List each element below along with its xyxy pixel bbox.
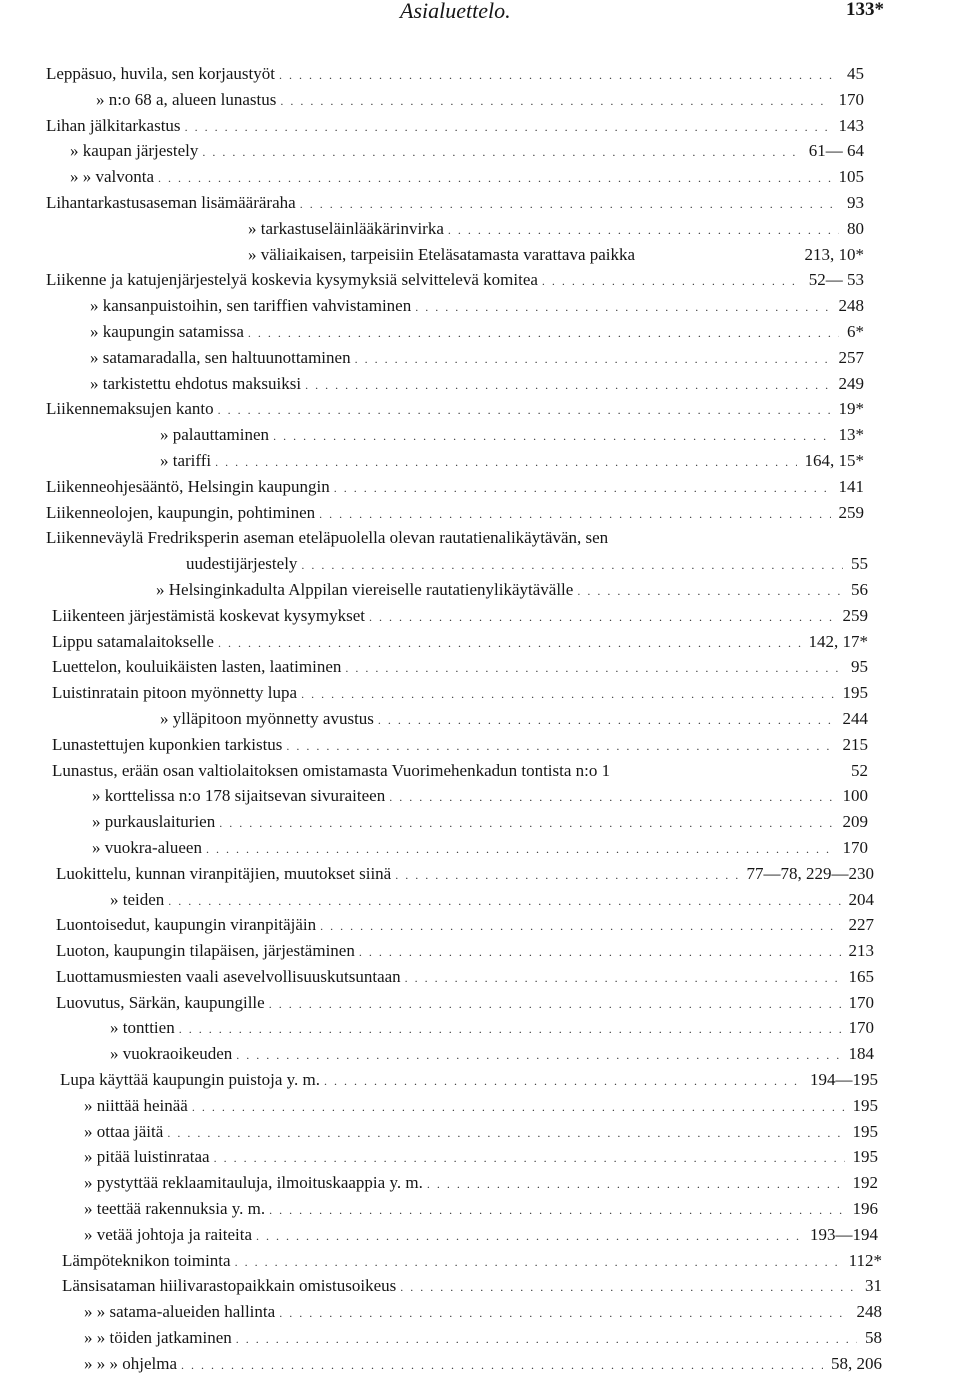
index-entry bbox=[0, 345, 960, 371]
index-entry bbox=[0, 525, 960, 551]
index-entry-page: 213, 10* bbox=[804, 244, 864, 264]
dot-leader bbox=[215, 450, 796, 476]
index-entry-page: 165 bbox=[848, 966, 874, 986]
index-entry bbox=[0, 267, 960, 293]
dot-leader bbox=[355, 347, 831, 373]
index-entry-text: Liikenne ja katujenjärjestelyä koskevia kysymyksiä selvittelevä komitea bbox=[46, 270, 538, 290]
index-entry bbox=[0, 809, 960, 835]
index-entry-list bbox=[0, 61, 960, 1377]
dot-leader bbox=[279, 63, 839, 89]
index-entry bbox=[0, 138, 960, 164]
index-entry-page: 215 bbox=[842, 734, 868, 754]
index-entry-text: Liikennemaksujen kanto bbox=[46, 399, 214, 419]
index-entry-text: Lunastettujen kuponkien tarkistus bbox=[52, 734, 283, 754]
index-entry bbox=[0, 577, 960, 603]
index-entry-page: 209 bbox=[842, 812, 868, 832]
index-entry-text: Lämpöteknikon toiminta bbox=[62, 1250, 231, 1270]
index-entry-page: 105 bbox=[838, 167, 864, 187]
dot-leader bbox=[158, 166, 830, 192]
index-entry bbox=[0, 242, 960, 268]
index-entry bbox=[0, 1015, 960, 1041]
index-entry-page: 80 bbox=[847, 218, 864, 238]
dot-leader bbox=[168, 889, 840, 915]
index-entry-text: Liikenneohjesääntö, Helsingin kaupungin bbox=[46, 476, 330, 496]
index-entry bbox=[0, 1041, 960, 1067]
dot-leader bbox=[218, 631, 801, 657]
dot-leader bbox=[192, 1095, 845, 1121]
index-entry-page: 193—194 bbox=[810, 1224, 878, 1244]
index-entry-page: 170 bbox=[842, 837, 868, 857]
index-entry-page: 13* bbox=[838, 425, 864, 445]
index-entry bbox=[0, 551, 960, 577]
index-entry bbox=[0, 835, 960, 861]
index-entry bbox=[0, 680, 960, 706]
dot-leader bbox=[427, 1172, 845, 1198]
dot-leader bbox=[269, 1198, 844, 1224]
index-entry bbox=[0, 603, 960, 629]
dot-leader bbox=[248, 321, 839, 347]
index-entry bbox=[0, 887, 960, 913]
index-entry-text: » tarkastuseläinlääkärinvirka bbox=[248, 218, 444, 238]
dot-leader bbox=[279, 1301, 848, 1327]
page-title: Asialuettelo. bbox=[400, 0, 511, 23]
index-entry-text: » tariffi bbox=[160, 450, 212, 470]
index-entry bbox=[0, 396, 960, 422]
index-entry-text: » pystyttää reklaamitauluja, ilmoituskaappia y. m. bbox=[84, 1173, 423, 1193]
index-entry bbox=[0, 216, 960, 242]
index-entry-text: Länsisataman hiilivarastopaikkain omistusoikeus bbox=[62, 1276, 397, 1296]
index-entry-page: 58 bbox=[865, 1328, 882, 1348]
index-entry bbox=[0, 732, 960, 758]
index-entry bbox=[0, 371, 960, 397]
dot-leader bbox=[167, 1121, 844, 1147]
dot-leader bbox=[369, 605, 834, 631]
dot-leader bbox=[301, 553, 843, 579]
index-entry bbox=[0, 1222, 960, 1248]
index-entry-page: 112* bbox=[848, 1250, 882, 1270]
index-entry-text: » ottaa jäitä bbox=[84, 1121, 164, 1141]
dot-leader bbox=[542, 269, 801, 295]
index-entry bbox=[0, 448, 960, 474]
index-entry-page: 244 bbox=[842, 708, 868, 728]
dot-leader bbox=[273, 424, 830, 450]
dot-leader bbox=[219, 811, 834, 837]
index-entry-page: 170 bbox=[848, 992, 874, 1012]
index-entry-page: 259 bbox=[838, 502, 864, 522]
dot-leader bbox=[345, 656, 843, 682]
index-entry-page: 100 bbox=[842, 786, 868, 806]
index-entry-text: » kaupungin satamissa bbox=[90, 321, 244, 341]
index-entry-text: » palauttaminen bbox=[160, 425, 270, 445]
index-entry-page: 56 bbox=[851, 579, 868, 599]
index-entry bbox=[0, 758, 960, 784]
index-entry-text: » n:o 68 a, alueen lunastus bbox=[96, 89, 277, 109]
index-entry-text: » tarkistettu ehdotus maksuiksi bbox=[90, 373, 302, 393]
index-entry-page: 31 bbox=[865, 1276, 882, 1296]
index-entry bbox=[0, 964, 960, 990]
index-entry bbox=[0, 706, 960, 732]
index-entry bbox=[0, 1273, 960, 1299]
dot-leader bbox=[320, 914, 840, 940]
index-entry bbox=[0, 293, 960, 319]
index-entry bbox=[0, 500, 960, 526]
index-entry-text: Luettelon, kouluikäisten lasten, laatiminen bbox=[52, 657, 342, 677]
index-entry bbox=[0, 1196, 960, 1222]
index-entry-page: 19* bbox=[838, 399, 864, 419]
index-entry-page: 61— 64 bbox=[808, 141, 864, 161]
page-header bbox=[0, 0, 960, 24]
index-entry-page: 259 bbox=[842, 605, 868, 625]
index-entry-text: » Helsinginkadulta Alppilan viereiselle rautatienylikäytävälle bbox=[156, 579, 574, 599]
dot-leader bbox=[206, 837, 835, 863]
index-entry-page: 141 bbox=[838, 476, 864, 496]
index-entry-page: 170 bbox=[838, 89, 864, 109]
index-entry bbox=[0, 783, 960, 809]
index-entry-page: 213 bbox=[848, 941, 874, 961]
dot-leader bbox=[179, 1017, 841, 1043]
index-entry-text: » ylläpitoon myönnetty avustus bbox=[160, 708, 374, 728]
index-entry-text: Luottamusmiesten vaali asevelvollisuuskutsuntaan bbox=[56, 966, 401, 986]
index-entry-text: » purkauslaiturien bbox=[92, 812, 216, 832]
index-entry bbox=[0, 87, 960, 113]
index-entry-page: 93 bbox=[847, 192, 864, 212]
index-entry bbox=[0, 1299, 960, 1325]
index-entry-page: 184 bbox=[848, 1044, 874, 1064]
dot-leader bbox=[269, 992, 841, 1018]
index-entry-page: 249 bbox=[838, 373, 864, 393]
index-entry-text: » » valvonta bbox=[70, 167, 155, 187]
dot-leader bbox=[415, 295, 830, 321]
index-entry-page: 164, 15* bbox=[804, 450, 864, 470]
index-entry bbox=[0, 61, 960, 87]
index-entry bbox=[0, 654, 960, 680]
index-entry-text: Lihantarkastusaseman lisämääräraha bbox=[46, 192, 296, 212]
index-entry-text: uudestijärjestely bbox=[186, 554, 298, 574]
dot-leader bbox=[286, 734, 834, 760]
index-entry bbox=[0, 1248, 960, 1274]
index-entry bbox=[0, 1170, 960, 1196]
index-entry-text: » teiden bbox=[110, 889, 165, 909]
index-entry-page: 195 bbox=[852, 1147, 878, 1167]
index-entry-text: » vuokra-alueen bbox=[92, 837, 202, 857]
index-entry-text: Luokittelu, kunnan viranpitäjien, muutokset siinä bbox=[56, 863, 392, 883]
index-entry bbox=[0, 474, 960, 500]
dot-leader bbox=[300, 192, 839, 218]
index-entry-text: Liikenneväylä Fredriksperin aseman eteläpuolella olevan rautatienalikäytävän, sen bbox=[46, 528, 609, 548]
index-entry bbox=[0, 1119, 960, 1145]
index-entry-page: 95 bbox=[851, 657, 868, 677]
index-entry-text: Lippu satamalaitokselle bbox=[52, 631, 214, 651]
index-entry bbox=[0, 422, 960, 448]
dot-leader bbox=[389, 785, 834, 811]
dot-leader bbox=[448, 218, 839, 244]
index-entry bbox=[0, 1144, 960, 1170]
index-entry-page: 195 bbox=[852, 1095, 878, 1115]
page-number: 133* bbox=[846, 0, 884, 20]
index-entry-page: 77—78, 229—230 bbox=[746, 863, 874, 883]
dot-leader bbox=[218, 398, 831, 424]
dot-leader bbox=[334, 476, 831, 502]
index-entry-text: » teettää rakennuksia y. m. bbox=[84, 1199, 266, 1219]
dot-leader bbox=[236, 1043, 840, 1069]
dot-leader bbox=[395, 863, 738, 889]
index-entry bbox=[0, 629, 960, 655]
dot-leader bbox=[400, 1275, 857, 1301]
index-entry-page: 58, 206 bbox=[831, 1353, 882, 1373]
index-entry bbox=[0, 990, 960, 1016]
dot-leader bbox=[577, 579, 843, 605]
dot-leader bbox=[181, 1353, 823, 1379]
index-entry-text: » väliaikaisen, tarpeisiin Eteläsatamasta varattava paikka bbox=[248, 244, 636, 264]
index-entry-text: Liikenteen järjestämistä koskevat kysymykset bbox=[52, 605, 366, 625]
index-entry bbox=[0, 113, 960, 139]
index-entry bbox=[0, 912, 960, 938]
index-entry-page: 195 bbox=[842, 683, 868, 703]
index-entry-text: » » » ohjelma bbox=[84, 1353, 178, 1373]
index-entry bbox=[0, 164, 960, 190]
dot-leader bbox=[185, 115, 831, 141]
index-entry-page: 192 bbox=[852, 1173, 878, 1193]
index-entry-page: 55 bbox=[851, 554, 868, 574]
index-entry-text: Luoton, kaupungin tilapäisen, järjestäminen bbox=[56, 941, 355, 961]
dot-leader bbox=[235, 1250, 841, 1276]
dot-leader bbox=[280, 89, 830, 115]
index-entry-text: » kansanpuistoihin, sen tariffien vahvistaminen bbox=[90, 296, 412, 316]
dot-leader bbox=[378, 708, 835, 734]
index-entry bbox=[0, 1325, 960, 1351]
index-entry-text: » vetää johtoja ja raiteita bbox=[84, 1224, 253, 1244]
index-entry-text: » pitää luistinrataa bbox=[84, 1147, 210, 1167]
dot-leader bbox=[202, 140, 800, 166]
index-entry-text: Lihan jälkitarkastus bbox=[46, 115, 181, 135]
index-entry-page: 248 bbox=[838, 296, 864, 316]
dot-leader bbox=[305, 373, 830, 399]
index-entry-text: » tonttien bbox=[110, 1018, 175, 1038]
index-entry-page: 52— 53 bbox=[808, 270, 864, 290]
dot-leader bbox=[256, 1224, 802, 1250]
index-entry-text: » » töiden jatkaminen bbox=[84, 1328, 232, 1348]
index-entry bbox=[0, 938, 960, 964]
index-entry-text: » korttelissa n:o 178 sijaitsevan sivuraiteen bbox=[92, 786, 386, 806]
index-entry-page: 52 bbox=[851, 760, 868, 780]
dot-leader bbox=[359, 940, 841, 966]
index-entry-text: » » satama-alueiden hallinta bbox=[84, 1302, 276, 1322]
index-entry-page: 195 bbox=[852, 1121, 878, 1141]
index-entry-page: 196 bbox=[852, 1199, 878, 1219]
index-entry-page: 142, 17* bbox=[808, 631, 868, 651]
index-entry-page: 204 bbox=[848, 889, 874, 909]
index-entry bbox=[0, 1067, 960, 1093]
index-entry-page: 170 bbox=[848, 1018, 874, 1038]
dot-leader bbox=[236, 1327, 857, 1353]
index-entry-text: Luovutus, Särkän, kaupungille bbox=[56, 992, 265, 1012]
index-entry-text: » vuokraoikeuden bbox=[110, 1044, 233, 1064]
index-entry-text: » niittää heinää bbox=[84, 1095, 188, 1115]
index-entry-page: 248 bbox=[856, 1302, 882, 1322]
index-entry-text: Lupa käyttää kaupungin puistoja y. m. bbox=[60, 1070, 320, 1090]
index-entry-page: 227 bbox=[848, 915, 874, 935]
index-entry bbox=[0, 1093, 960, 1119]
dot-leader bbox=[214, 1146, 845, 1172]
index-entry-page: 6* bbox=[847, 321, 864, 341]
index-entry-text: Liikenneolojen, kaupungin, pohtiminen bbox=[46, 502, 316, 522]
dot-leader bbox=[319, 502, 830, 528]
index-entry bbox=[0, 319, 960, 345]
index-entry-text: Luontoisedut, kaupungin viranpitäjäin bbox=[56, 915, 317, 935]
index-entry-page: 194—195 bbox=[810, 1070, 878, 1090]
index-entry bbox=[0, 1351, 960, 1377]
index-entry-text: » kaupan järjestely bbox=[70, 141, 199, 161]
index-entry-text: Lunastus, erään osan valtiolaitoksen omistamasta Vuorimehenkadun tontista n:o 1 bbox=[52, 760, 611, 780]
dot-leader bbox=[405, 966, 841, 992]
index-entry-text: Luistinratain pitoon myönnetty lupa bbox=[52, 683, 298, 703]
dot-leader bbox=[324, 1069, 802, 1095]
dot-leader bbox=[301, 682, 834, 708]
index-entry bbox=[0, 861, 960, 887]
index-entry-text: Leppäsuo, huvila, sen korjaustyöt bbox=[46, 64, 275, 83]
index-entry-page: 143 bbox=[838, 115, 864, 135]
index-entry bbox=[0, 190, 960, 216]
index-entry-text: » satamaradalla, sen haltuunottaminen bbox=[90, 347, 351, 367]
index-entry-page: 257 bbox=[838, 347, 864, 367]
index-entry-page: 45 bbox=[847, 64, 864, 83]
